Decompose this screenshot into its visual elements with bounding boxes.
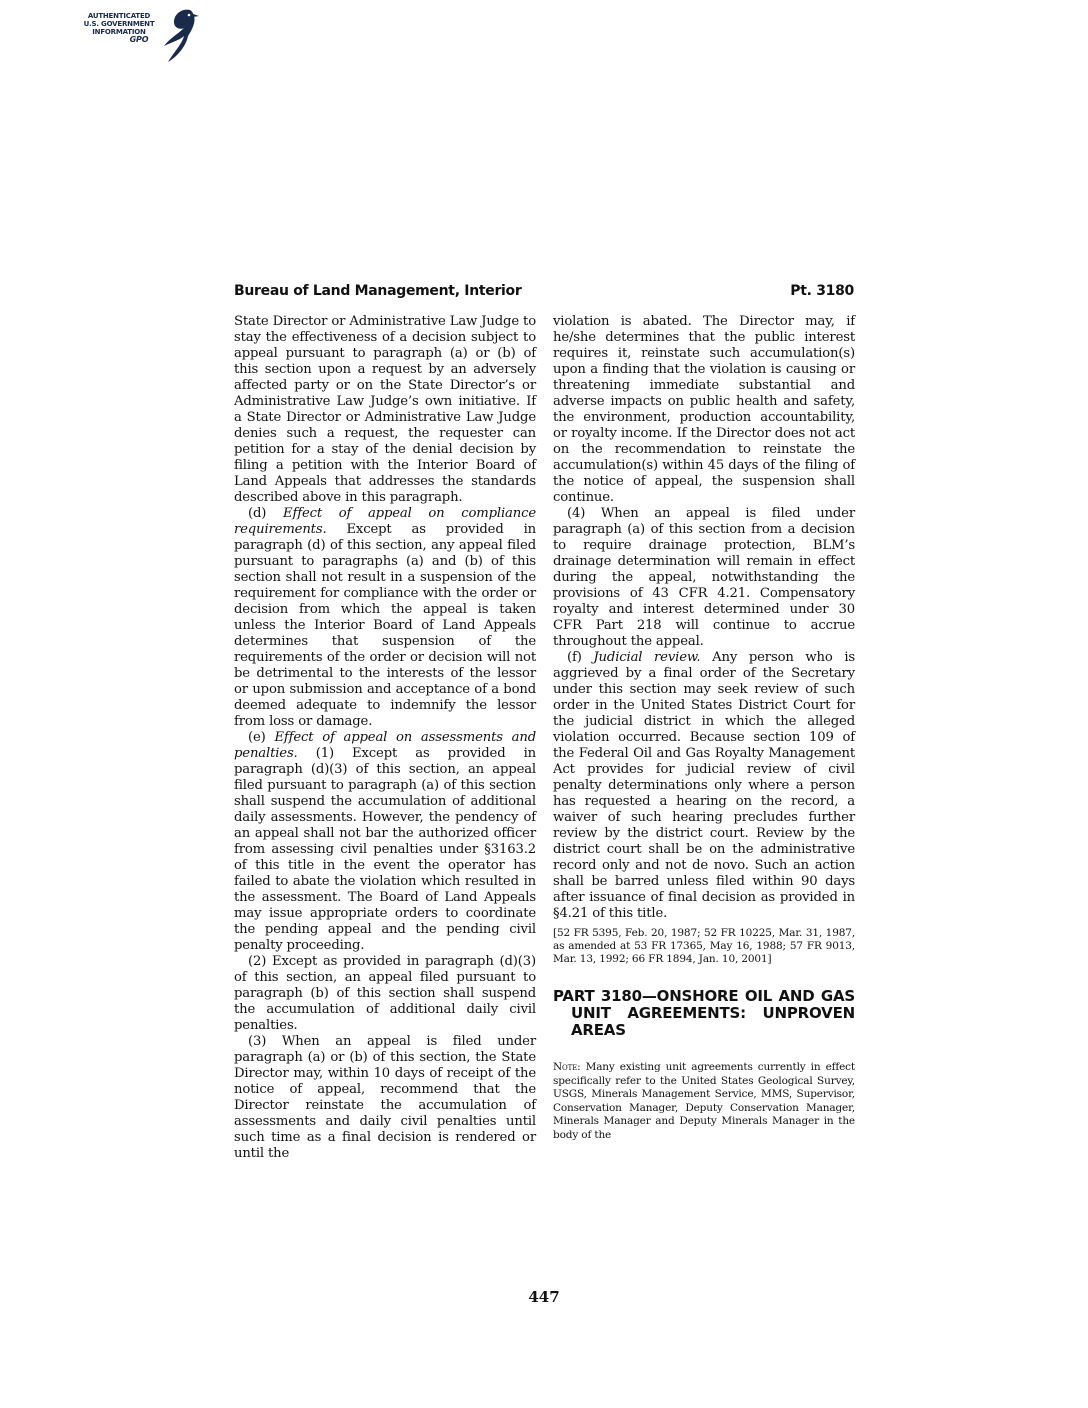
paragraph-d-label: (d) bbox=[248, 506, 267, 521]
page-number: 447 bbox=[528, 1288, 560, 1306]
paragraph-d bbox=[234, 506, 536, 730]
paragraph-e3: (3) When an appeal is filed under paragraph (a) or (b) of this section, the State Director may, within 10 days of receipt of the notice of appeal, recommend that the Director reinstate the accumulation of assessments and daily civil penalties until such time as a final decision is rendered or until the bbox=[234, 1034, 536, 1161]
paragraph-d-text: Except as provided in paragraph (d) of this section, any appeal filed pursuant to paragraphs (a) and (b) of this section shall not result in a suspension of the requirement for compliance with the order or decision from which the appeal is taken unless the Interior Board of Land Appeals determines that suspension of the requirements of the order or decision will not be detrimental to the interests of the lessor or upon submission and acceptance of a bond deemed adequate to indemnify the lessor from loss or damage. bbox=[234, 522, 536, 729]
paragraph-f bbox=[553, 650, 855, 922]
source-citation: [52 FR 5395, Feb. 20, 1987; 52 FR 10225, Mar. 31, 1987, as amended at 53 FR 17365, May 16, 1988; 57 FR 9013, Mar. 13, 1992; 66 FR 1894, Jan. 10, 2001] bbox=[553, 927, 855, 965]
logo-line-2: U.S. GOVERNMENT bbox=[83, 20, 155, 28]
right-column bbox=[553, 314, 855, 1142]
part-heading: PART 3180—ONSHORE OIL AND GAS UNIT AGREEMENTS: UNPROVEN AREAS bbox=[553, 987, 855, 1039]
note-text: Many existing unit agreements currently in effect specifically refer to the United States Geological Survey, USGS, Minerals Management Service, MMS, Supervisor, Conservation Manager, Deputy Conservation Manager, Minerals Manager and Deputy Minerals Manager in the body of the bbox=[553, 1061, 855, 1141]
logo-line-3: INFORMATION bbox=[92, 28, 146, 36]
paragraph-continued-right: violation is abated. The Director may, if he/she determines that the public interest requires it, reinstate such accumulation(s) upon a finding that the violation is causing or threatening immediate substantial and adverse impacts on public health and safety, the environment, production accountability, or royalty income. If the Director does not act on the recommendation to reinstate the accumulation(s) within 45 days of the filing of the notice of appeal, the suspension shall continue. bbox=[553, 314, 855, 505]
paragraph-e-label: (e) bbox=[248, 730, 266, 745]
paragraph-e bbox=[234, 730, 536, 954]
left-column bbox=[234, 314, 536, 1162]
gpo-authentication-logo bbox=[64, 6, 204, 68]
paragraph-e-title: Effect of appeal on assessments and penalties. bbox=[234, 730, 536, 761]
paragraph-f-label: (f) bbox=[567, 650, 582, 665]
running-head-right: Pt. 3180 bbox=[790, 283, 854, 299]
running-head-left: Bureau of Land Management, Interior bbox=[234, 283, 522, 299]
note-paragraph bbox=[553, 1061, 855, 1142]
paragraph-e-text: (1) Except as provided in paragraph (d)(3) of this section, an appeal filed pursuant to paragraph (a) of this section shall suspend the accumulation of additional daily assessments. However, the pendency of an appeal shall not bar the authorized officer from assessing civil penalties under §3163.2 of this title in the event the operator has failed to abate the violation which resulted in the assessment. The Board of Land Appeals may issue appropriate orders to coordinate the pending appeal and the pending civil penalty proceeding. bbox=[234, 746, 537, 953]
logo-line-1: AUTHENTICATED bbox=[87, 12, 151, 20]
logo-gpo: GPO bbox=[129, 35, 149, 44]
paragraph-d-title: Effect of appeal on compliance requirements. bbox=[234, 506, 536, 537]
paragraph-4: (4) When an appeal is filed under paragraph (a) of this section from a decision to require drainage protection, BLM’s drainage determination will remain in effect during the appeal, notwithstanding the provisions of 43 CFR 4.21. Compensatory royalty and interest determined under 30 CFR Part 218 will continue to accrue throughout the appeal. bbox=[553, 506, 855, 649]
paragraph-continued: State Director or Administrative Law Judge to stay the effectiveness of a decision subject to appeal pursuant to paragraph (a) or (b) of this section upon a request by an adversely affected party or on the State Director’s or Administrative Law Judge’s own initiative. If a State Director or Administrative Law Judge denies such a request, the requester can petition for a stay of the denial decision by filing a petition with the Interior Board of Land Appeals that addresses the standards described above in this paragraph. bbox=[234, 314, 536, 505]
paragraph-f-title: Judicial review. bbox=[593, 650, 701, 665]
paragraph-e2: (2) Except as provided in paragraph (d)(3) of this section, an appeal filed pursuant to paragraph (b) of this section shall suspend the accumulation of additional daily civil penalties. bbox=[234, 954, 536, 1033]
eagle-icon bbox=[160, 6, 200, 68]
note-label: Note: bbox=[553, 1061, 581, 1073]
logo-text bbox=[64, 12, 174, 44]
paragraph-f-text: Any person who is aggrieved by a final order of the Secretary under this section may seek review of such order in the United States District Court for the judicial district in which the alleged violation occurred. Because section 109 of the Federal Oil and Gas Royalty Management Act provides for judicial review of civil penalty determinations only where a person has requested a hearing on the record, a waiver of such hearing precludes further review by the district court. Review by the district court shall be on the administrative record only and not de novo. Such an action shall be barred unless filed within 90 days after issuance of final decision as provided in §4.21 of this title. bbox=[553, 650, 856, 921]
